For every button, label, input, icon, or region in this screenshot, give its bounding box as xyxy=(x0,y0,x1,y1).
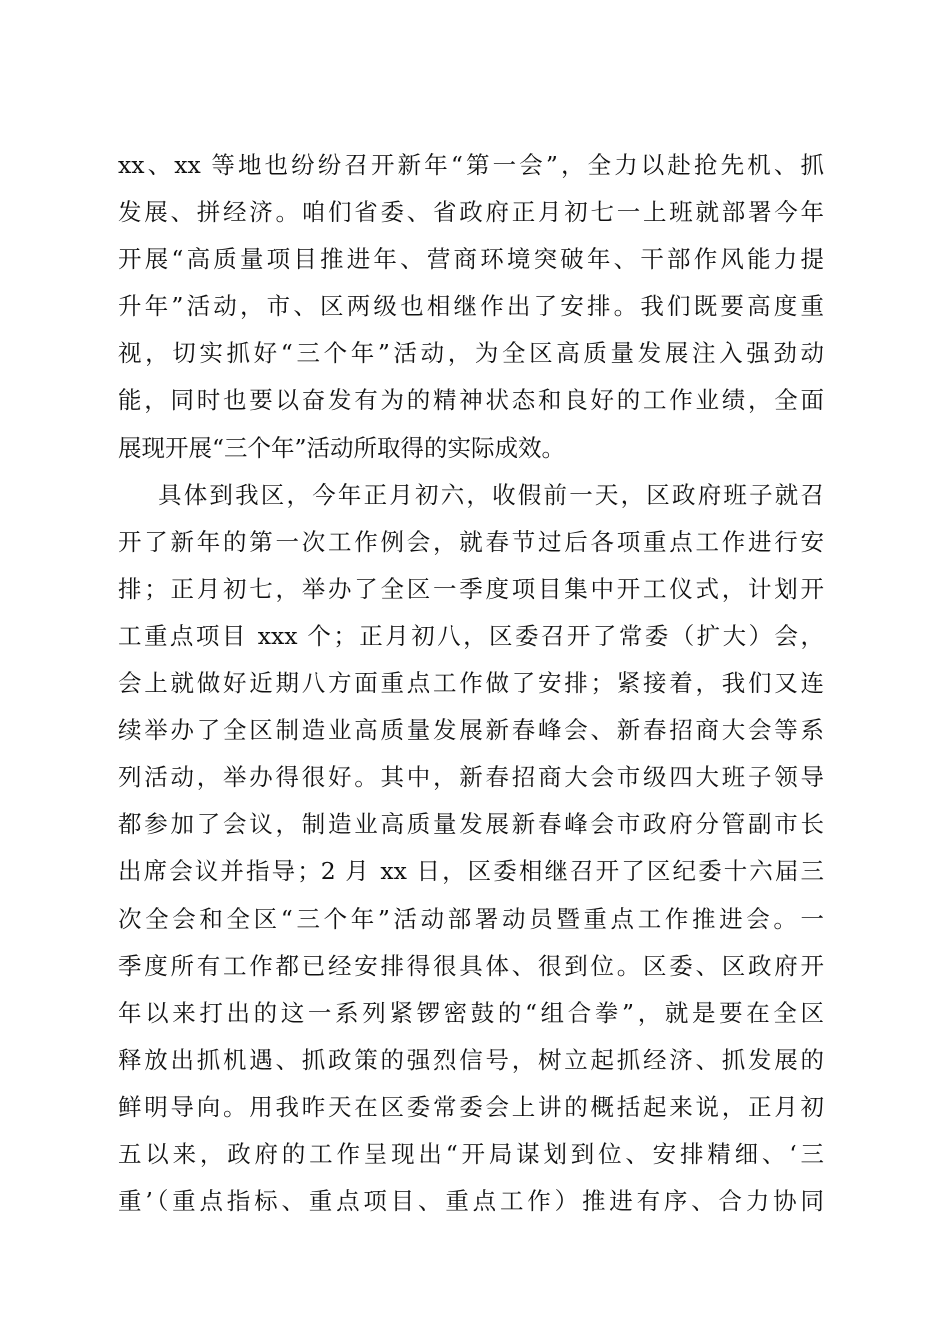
document-body xyxy=(118,142,824,1225)
paragraph-2 xyxy=(118,472,824,1226)
text-line: 展现开展“三个年”活动所取得的实际成效。 xyxy=(118,433,566,462)
text-line: 年以来打出的这一系列紧锣密鼓的“组合拳”，就是要在全区 xyxy=(118,998,824,1027)
text-line: 会上就做好近期八方面重点工作做了安排；紧接着，我们又连 xyxy=(118,669,824,698)
text-line: 工重点项目 xxx 个；正月初八，区委召开了常委（扩大）会， xyxy=(118,621,824,650)
text-line: 季度所有工作都已经安排得很具体、很到位。区委、区政府开 xyxy=(118,951,824,980)
text-line: 释放出抓机遇、抓政策的强烈信号，树立起抓经济、抓发展的 xyxy=(118,1045,824,1074)
text-line: 出席会议并指导；2 月 xx 日，区委相继召开了区纪委十六届三 xyxy=(118,857,824,886)
text-line: 续举办了全区制造业高质量发展新春峰会、新春招商大会等系 xyxy=(118,716,824,745)
text-line: 开展“高质量项目推进年、营商环境突破年、干部作风能力提 xyxy=(118,245,824,274)
text-line: 五以来，政府的工作呈现出“开局谋划到位、安排精细、‘三 xyxy=(118,1139,824,1168)
text-line: 发展、拼经济。咱们省委、省政府正月初七一上班就部署今年 xyxy=(118,198,824,227)
text-line: 排；正月初七，举办了全区一季度项目集中开工仪式，计划开 xyxy=(118,574,824,603)
text-line: 能，同时也要以奋发有为的精神状态和良好的工作业绩，全面 xyxy=(118,386,824,415)
text-line: 重’（重点指标、重点项目、重点工作）推进有序、合力协同 xyxy=(118,1187,824,1216)
text-line: xx、xx 等地也纷纷召开新年“第一会”，全力以赴抢先机、抓 xyxy=(118,151,824,179)
text-line: 鲜明导向。用我昨天在区委常委会上讲的概括起来说，正月初 xyxy=(118,1092,824,1121)
text-line: 次全会和全区“三个年”活动部署动员暨重点工作推进会。一 xyxy=(118,904,824,933)
text-line: 都参加了会议，制造业高质量发展新春峰会市政府分管副市长 xyxy=(118,810,824,839)
text-line: 具体到我区，今年正月初六，收假前一天，区政府班子就召 xyxy=(158,480,824,509)
text-line: 视，切实抓好“三个年”活动，为全区高质量发展注入强劲动 xyxy=(118,339,824,368)
text-line: 升年”活动，市、区两级也相继作出了安排。我们既要高度重 xyxy=(118,292,824,321)
text-line: 列活动，举办得很好。其中，新春招商大会市级四大班子领导 xyxy=(118,763,824,792)
paragraph-1 xyxy=(118,142,824,472)
text-line: 开了新年的第一次工作例会，就春节过后各项重点工作进行安 xyxy=(118,527,824,556)
